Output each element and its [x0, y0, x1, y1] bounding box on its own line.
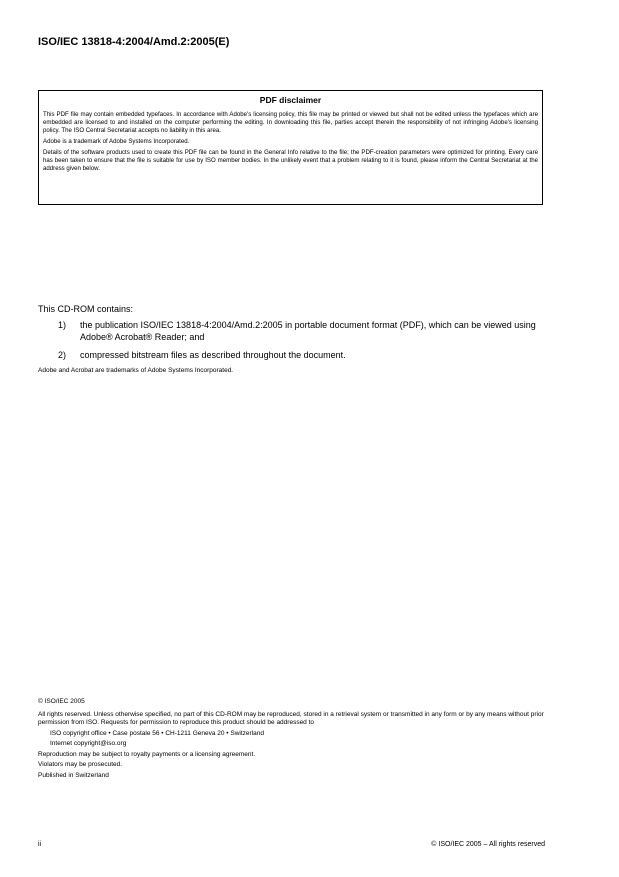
page-number: ii: [38, 841, 42, 848]
pdf-disclaimer-box: [38, 90, 543, 205]
cdrom-contents-list: [58, 320, 548, 369]
violators-note: Violators may be prosecuted.: [38, 761, 123, 768]
disclaimer-paragraph: This PDF file may contain embedded typefaces. In accordance with Adobe's licensing policy, this file may be printed or viewed but shall not be edited unless the typefaces which are embedded are licensed to and installed on the computer performing the editing. In downloading this file, parties accept therein the responsibility of not infringing Adobe's licensing policy. The ISO Central Secretariat accepts no liability in this area.: [43, 111, 538, 134]
list-item: [58, 320, 548, 343]
document-identifier: ISO/IEC 13818-4:2004/Amd.2:2005(E): [38, 36, 230, 48]
rights-statement: All rights reserved. Unless otherwise specified, no part of this CD-ROM may be reproduced, stored in a retrieval system or transmitted in any form or by any means without prior permission from ISO. Requests for permission to reproduce this product should be addressed to: [38, 710, 544, 726]
footer-copyright: © ISO/IEC 2005 – All rights reserved: [431, 841, 545, 848]
iso-address: ISO copyright office • Case postale 56 • CH-1211 Geneva 20 • Switzerland: [50, 729, 264, 737]
royalty-note: Reproduction may be subject to royalty payments or a licensing agreement.: [38, 750, 256, 758]
list-item: [58, 350, 548, 362]
list-item-number: 2): [58, 350, 67, 360]
cdrom-intro: This CD-ROM contains:: [38, 304, 134, 314]
disclaimer-title: PDF disclaimer: [259, 95, 322, 105]
trademark-note: Adobe and Acrobat are trademarks of Adobe Systems Incorporated.: [38, 367, 234, 374]
list-item-number: 1): [58, 320, 67, 330]
disclaimer-paragraph: Details of the software products used to create this PDF file can be found in the General Info relative to the file; the PDF-creation parameters were optimized for printing. Every care has been taken to ensure that the file is suitable for use by ISO member bodies. In the unlikely event that a problem relating to it is found, please inform the Central Secretariat at the address given below.: [43, 149, 538, 172]
published-note: Published in Switzerland: [38, 771, 109, 779]
copyright-notice: [38, 698, 548, 782]
disclaimer-paragraph: Adobe is a trademark of Adobe Systems Incorporated.: [43, 138, 190, 145]
list-item-text: the publication ISO/IEC 13818-4:2004/Amd.2:2005 in portable document format (PDF), which can be viewed using Adobe® Acrobat® Reader; and: [80, 320, 536, 342]
iso-internet: Internet copyright@iso.org: [50, 740, 127, 747]
copyright-line: © ISO/IEC 2005: [38, 698, 85, 705]
list-item-text: compressed bitstream files as described throughout the document.: [80, 350, 346, 360]
